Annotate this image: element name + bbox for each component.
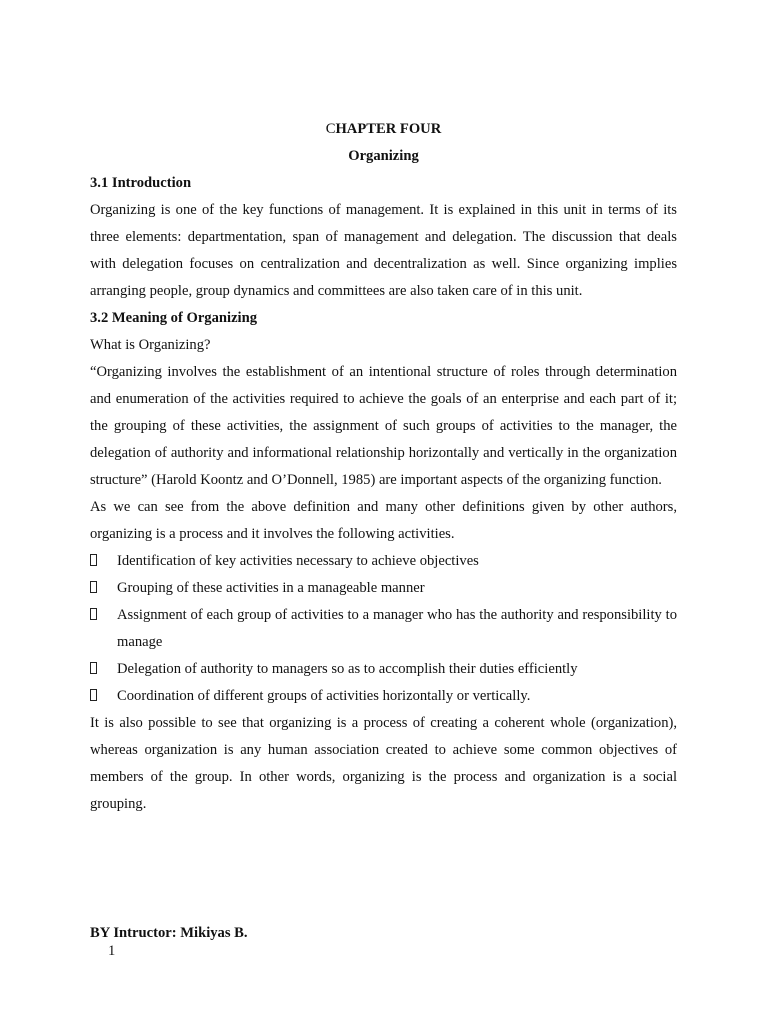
list-item <box>90 683 677 710</box>
page-number: 1 <box>108 943 116 959</box>
section-heading-introduction: 3.1 Introduction <box>90 175 192 191</box>
bullet-box-icon <box>90 554 97 566</box>
chapter-title-initial: C <box>325 121 336 137</box>
bullet-box-icon <box>90 662 97 674</box>
intro-paragraph: Organizing is one of the key functions of management. It is explained in this unit in terms of its three elements: departmentation, span of management and delegation. The discussion that deals with delegation focuses on centralization and decentralization as well. Since organizing implies arranging people, group dynamics and committees are also taken care of in this unit. <box>90 202 677 299</box>
activities-list <box>90 548 677 710</box>
chapter-title-rest: HAPTER FOUR <box>335 121 442 137</box>
list-item <box>90 656 677 683</box>
process-paragraph: As we can see from the above definition and many other definitions given by other authors, organizing is a process and it involves the following activities. <box>90 499 677 542</box>
section-heading-meaning: 3.2 Meaning of Organizing <box>90 310 258 326</box>
list-item-text: Delegation of authority to managers so as to accomplish their duties efficiently <box>117 661 578 677</box>
footer-author: BY Intructor: Mikiyas B. <box>90 925 248 941</box>
list-item <box>90 602 677 656</box>
list-item <box>90 548 677 575</box>
closing-paragraph: It is also possible to see that organizing is a process of creating a coherent whole (organization), whereas organization is any human association created to achieve some common objectives of members of the group. In other words, organizing is the process and organization is a social grouping. <box>90 715 677 812</box>
bullet-box-icon <box>90 689 97 701</box>
list-item-text: Assignment of each group of activities to a manager who has the authority and responsibility to manage <box>117 607 677 650</box>
chapter-subtitle: Organizing <box>348 148 419 164</box>
bullet-box-icon <box>90 581 97 593</box>
list-item-text: Identification of key activities necessary to achieve objectives <box>117 553 479 569</box>
chapter-title <box>90 116 677 143</box>
document-page <box>90 116 677 818</box>
question-line: What is Organizing? <box>90 337 211 353</box>
list-item-text: Coordination of different groups of activities horizontally or vertically. <box>117 688 531 704</box>
bullet-box-icon <box>90 608 97 620</box>
definition-paragraph: “Organizing involves the establishment of an intentional structure of roles through determination and enumeration of the activities required to achieve the goals of an enterprise and each part of it; the grouping of these activities, the assignment of such groups of activities to the manager, the delegation of authority and informational relationship horizontally and vertically in the organization structure” (Harold Koontz and O’Donnell, 1985) are important aspects of the organizing function. <box>90 364 677 488</box>
list-item-text: Grouping of these activities in a manageable manner <box>117 580 425 596</box>
list-item <box>90 575 677 602</box>
